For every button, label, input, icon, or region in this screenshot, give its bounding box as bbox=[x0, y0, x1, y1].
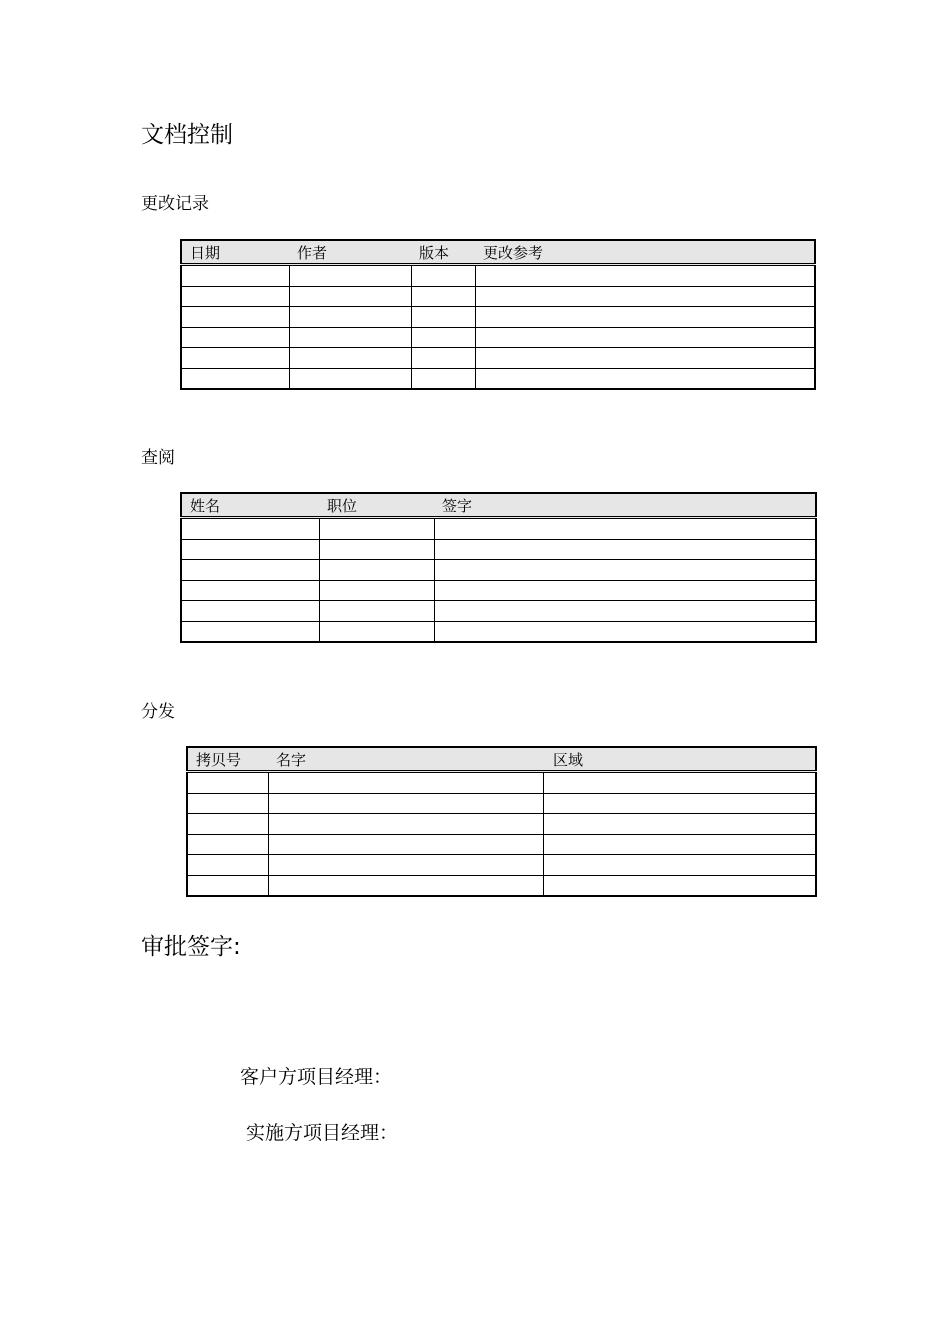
table-cell[interactable] bbox=[543, 814, 816, 835]
table-cell[interactable] bbox=[475, 265, 815, 287]
table-cell[interactable] bbox=[181, 286, 289, 307]
table-cell[interactable] bbox=[268, 834, 543, 855]
table-cell[interactable] bbox=[181, 539, 319, 560]
table-cell[interactable] bbox=[268, 793, 543, 814]
table-cell[interactable] bbox=[289, 348, 411, 369]
table-cell[interactable] bbox=[434, 601, 816, 622]
col-version: 版本 bbox=[411, 240, 475, 265]
table-cell[interactable] bbox=[268, 814, 543, 835]
table-cell[interactable] bbox=[543, 855, 816, 876]
distribution-heading: 分发 bbox=[141, 702, 175, 722]
table-cell[interactable] bbox=[475, 286, 815, 307]
review-header-row bbox=[181, 493, 816, 518]
table-cell[interactable] bbox=[181, 601, 319, 622]
table-cell[interactable] bbox=[475, 327, 815, 348]
page-title: 文档控制 bbox=[141, 122, 233, 148]
table-cell[interactable] bbox=[411, 327, 475, 348]
table-cell[interactable] bbox=[319, 539, 434, 560]
table-cell[interactable] bbox=[411, 307, 475, 328]
table-row bbox=[181, 348, 815, 369]
col-change-ref: 更改参考 bbox=[475, 240, 815, 265]
table-cell[interactable] bbox=[475, 348, 815, 369]
table-cell[interactable] bbox=[289, 286, 411, 307]
table-cell[interactable] bbox=[289, 327, 411, 348]
change-log-header-row bbox=[181, 240, 815, 265]
table-cell[interactable] bbox=[319, 518, 434, 540]
table-cell[interactable] bbox=[434, 580, 816, 601]
table-cell[interactable] bbox=[475, 368, 815, 389]
table-cell[interactable] bbox=[289, 265, 411, 287]
change-log-table bbox=[180, 239, 816, 390]
table-cell[interactable] bbox=[411, 368, 475, 389]
col-position: 职位 bbox=[319, 493, 434, 518]
table-row bbox=[181, 368, 815, 389]
table-cell[interactable] bbox=[434, 621, 816, 642]
approval-heading: 审批签字: bbox=[141, 934, 241, 960]
table-cell[interactable] bbox=[434, 539, 816, 560]
col-area: 区域 bbox=[543, 747, 816, 772]
col-signature: 签字 bbox=[434, 493, 816, 518]
table-row bbox=[187, 772, 816, 794]
table-cell[interactable] bbox=[319, 601, 434, 622]
table-cell[interactable] bbox=[187, 855, 268, 876]
review-table bbox=[180, 492, 817, 643]
table-cell[interactable] bbox=[319, 621, 434, 642]
table-cell[interactable] bbox=[268, 855, 543, 876]
table-row bbox=[187, 875, 816, 896]
table-cell[interactable] bbox=[181, 265, 289, 287]
table-row bbox=[187, 855, 816, 876]
table-cell[interactable] bbox=[187, 793, 268, 814]
table-row bbox=[181, 518, 816, 540]
table-cell[interactable] bbox=[289, 307, 411, 328]
table-cell[interactable] bbox=[181, 621, 319, 642]
col-name: 名字 bbox=[268, 747, 543, 772]
distribution-header-row bbox=[187, 747, 816, 772]
table-cell[interactable] bbox=[543, 875, 816, 896]
table-row bbox=[181, 539, 816, 560]
table-row bbox=[181, 601, 816, 622]
table-cell[interactable] bbox=[543, 793, 816, 814]
table-row bbox=[187, 814, 816, 835]
table-cell[interactable] bbox=[475, 307, 815, 328]
table-cell[interactable] bbox=[543, 834, 816, 855]
table-row bbox=[187, 793, 816, 814]
table-cell[interactable] bbox=[187, 772, 268, 794]
table-cell[interactable] bbox=[187, 814, 268, 835]
table-cell[interactable] bbox=[187, 834, 268, 855]
distribution-table bbox=[186, 746, 817, 897]
table-cell[interactable] bbox=[411, 286, 475, 307]
table-cell[interactable] bbox=[181, 518, 319, 540]
table-row bbox=[181, 327, 815, 348]
table-cell[interactable] bbox=[434, 518, 816, 540]
table-cell[interactable] bbox=[543, 772, 816, 794]
table-cell[interactable] bbox=[411, 348, 475, 369]
table-cell[interactable] bbox=[181, 327, 289, 348]
table-cell[interactable] bbox=[289, 368, 411, 389]
table-row bbox=[187, 834, 816, 855]
table-cell[interactable] bbox=[434, 560, 816, 581]
table-row bbox=[181, 286, 815, 307]
table-cell[interactable] bbox=[181, 307, 289, 328]
vendor-pm-label: 实施方项目经理： bbox=[246, 1122, 399, 1144]
table-cell[interactable] bbox=[187, 875, 268, 896]
review-heading: 查阅 bbox=[141, 448, 175, 468]
table-cell[interactable] bbox=[181, 560, 319, 581]
client-pm-label: 客户方项目经理： bbox=[240, 1066, 393, 1088]
col-copy-number: 拷贝号 bbox=[187, 747, 268, 772]
table-cell[interactable] bbox=[319, 580, 434, 601]
table-cell[interactable] bbox=[181, 368, 289, 389]
change-log-heading: 更改记录 bbox=[141, 194, 209, 214]
table-cell[interactable] bbox=[268, 875, 543, 896]
table-cell[interactable] bbox=[319, 560, 434, 581]
col-author: 作者 bbox=[289, 240, 411, 265]
table-row bbox=[181, 580, 816, 601]
col-date: 日期 bbox=[181, 240, 289, 265]
col-name: 姓名 bbox=[181, 493, 319, 518]
table-row bbox=[181, 560, 816, 581]
table-cell[interactable] bbox=[181, 580, 319, 601]
table-cell[interactable] bbox=[411, 265, 475, 287]
table-cell[interactable] bbox=[268, 772, 543, 794]
table-row bbox=[181, 307, 815, 328]
table-row bbox=[181, 621, 816, 642]
table-row bbox=[181, 265, 815, 287]
table-cell[interactable] bbox=[181, 348, 289, 369]
